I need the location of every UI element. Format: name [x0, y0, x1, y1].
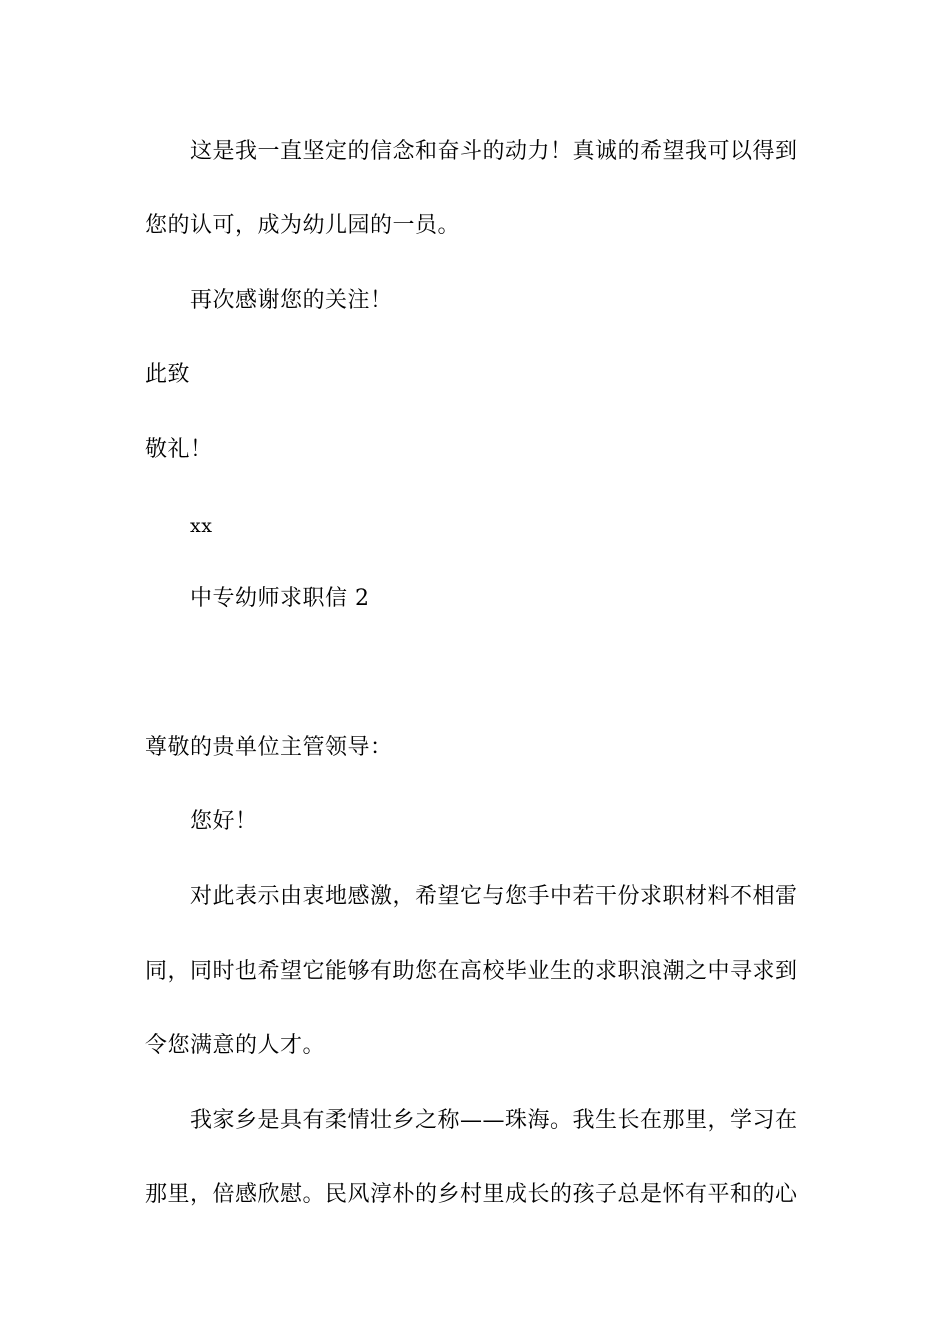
- paragraph-line: 令您满意的人才。: [145, 1033, 326, 1058]
- signature: xx: [190, 515, 213, 537]
- paragraph-line: 我家乡是具有柔情壮乡之称——珠海。我生长在那里，学习在: [190, 1108, 798, 1133]
- paragraph-line: 再次感谢您的关注！: [190, 288, 393, 313]
- closing-respect: 敬礼！: [145, 437, 213, 462]
- paragraph-line: 同，同时也希望它能够有助您在高校毕业生的求职浪潮之中寻求到: [145, 959, 798, 984]
- paragraph-line: 您的认可，成为幼儿园的一员。: [145, 213, 461, 238]
- paragraph-line: 这是我一直坚定的信念和奋斗的动力！真诚的希望我可以得到: [190, 139, 798, 164]
- closing-salutation: 此致: [145, 362, 191, 387]
- paragraph-line: 对此表示由衷地感激，希望它与您手中若干份求职材料不相雷: [190, 884, 798, 909]
- greeting: 您好！: [190, 809, 258, 834]
- greeting-recipient: 尊敬的贵单位主管领导：: [145, 735, 393, 760]
- section-heading: 中专幼师求职信 2: [190, 586, 370, 611]
- paragraph-line: 那里，倍感欣慰。民风淳朴的乡村里成长的孩子总是怀有平和的心: [145, 1182, 798, 1207]
